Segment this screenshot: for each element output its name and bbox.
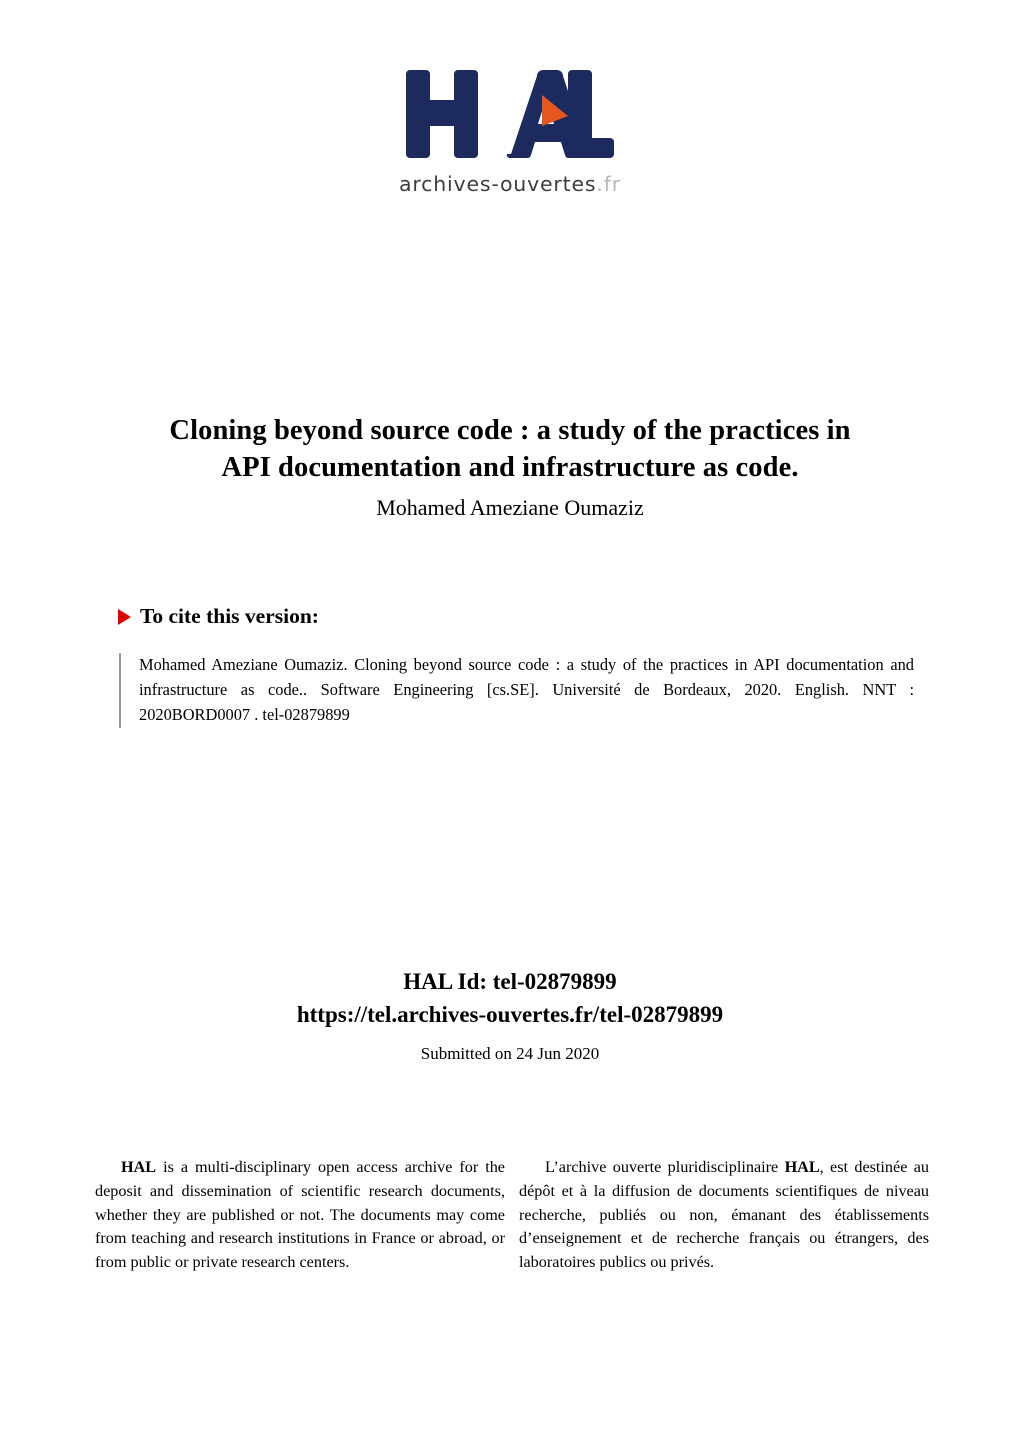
page-title-line-2: API documentation and infrastructure as code. [221, 452, 799, 484]
hal-id-url-link[interactable]: https://tel.archives-ouvertes.fr/tel-02879899 [296, 1001, 724, 1027]
footer-column-english [95, 1156, 505, 1275]
citation-text: Mohamed Ameziane Oumaziz. Cloning beyond source code : a study of the practices in API documentation and infrastructure as code.. Software Engineering [cs.SE]. Université de Bordeaux, 2020. English. NNT : 2020BORD0007 . tel-02879899 [119, 653, 914, 728]
hal-logo-icon [406, 62, 614, 166]
footer-brand-en: HAL [121, 1158, 157, 1176]
hal-id-block [0, 966, 1020, 1064]
title-block [110, 412, 910, 521]
cite-heading-label: To cite this version: [140, 604, 319, 628]
footer-text-fr: , est destinée au dépôt et à la diffusion de documents scientifiques de niveau recherche, publiés ou non, émanant des établissements d’enseignement et de recherche français ou étrangers, des laboratoires publics ou privés. [519, 1158, 930, 1272]
footer-brand-fr: HAL [784, 1158, 820, 1176]
triangle-bullet-icon [118, 609, 131, 625]
cite-section [118, 604, 918, 728]
author-name: Mohamed Ameziane Oumaziz [376, 495, 644, 521]
hal-logo-block [0, 62, 1020, 196]
hal-logo-subtitle-tld: .fr [596, 172, 621, 196]
page-title [110, 412, 910, 486]
hal-id-label: HAL Id: tel-02879899 [403, 969, 617, 994]
page-title-line-1: Cloning beyond source code : a study of the practices in [169, 415, 851, 446]
footer-text-fr-pre: L’archive ouverte pluridisciplinaire [545, 1158, 785, 1176]
submitted-date: Submitted on 24 Jun 2020 [420, 1044, 600, 1064]
hal-logo-subtitle [399, 172, 621, 196]
cite-heading [118, 604, 918, 629]
hal-logo-subtitle-main: archives-ouvertes [399, 172, 597, 196]
footer-columns [95, 1156, 930, 1275]
footer-column-french [519, 1156, 929, 1275]
footer-text-en: is a multi-disciplinary open access archive for the deposit and dissemination of scientific research documents, whether they are published or not. The documents may come from teaching and research institutions in France or abroad, or from public or private research centers. [95, 1158, 505, 1272]
